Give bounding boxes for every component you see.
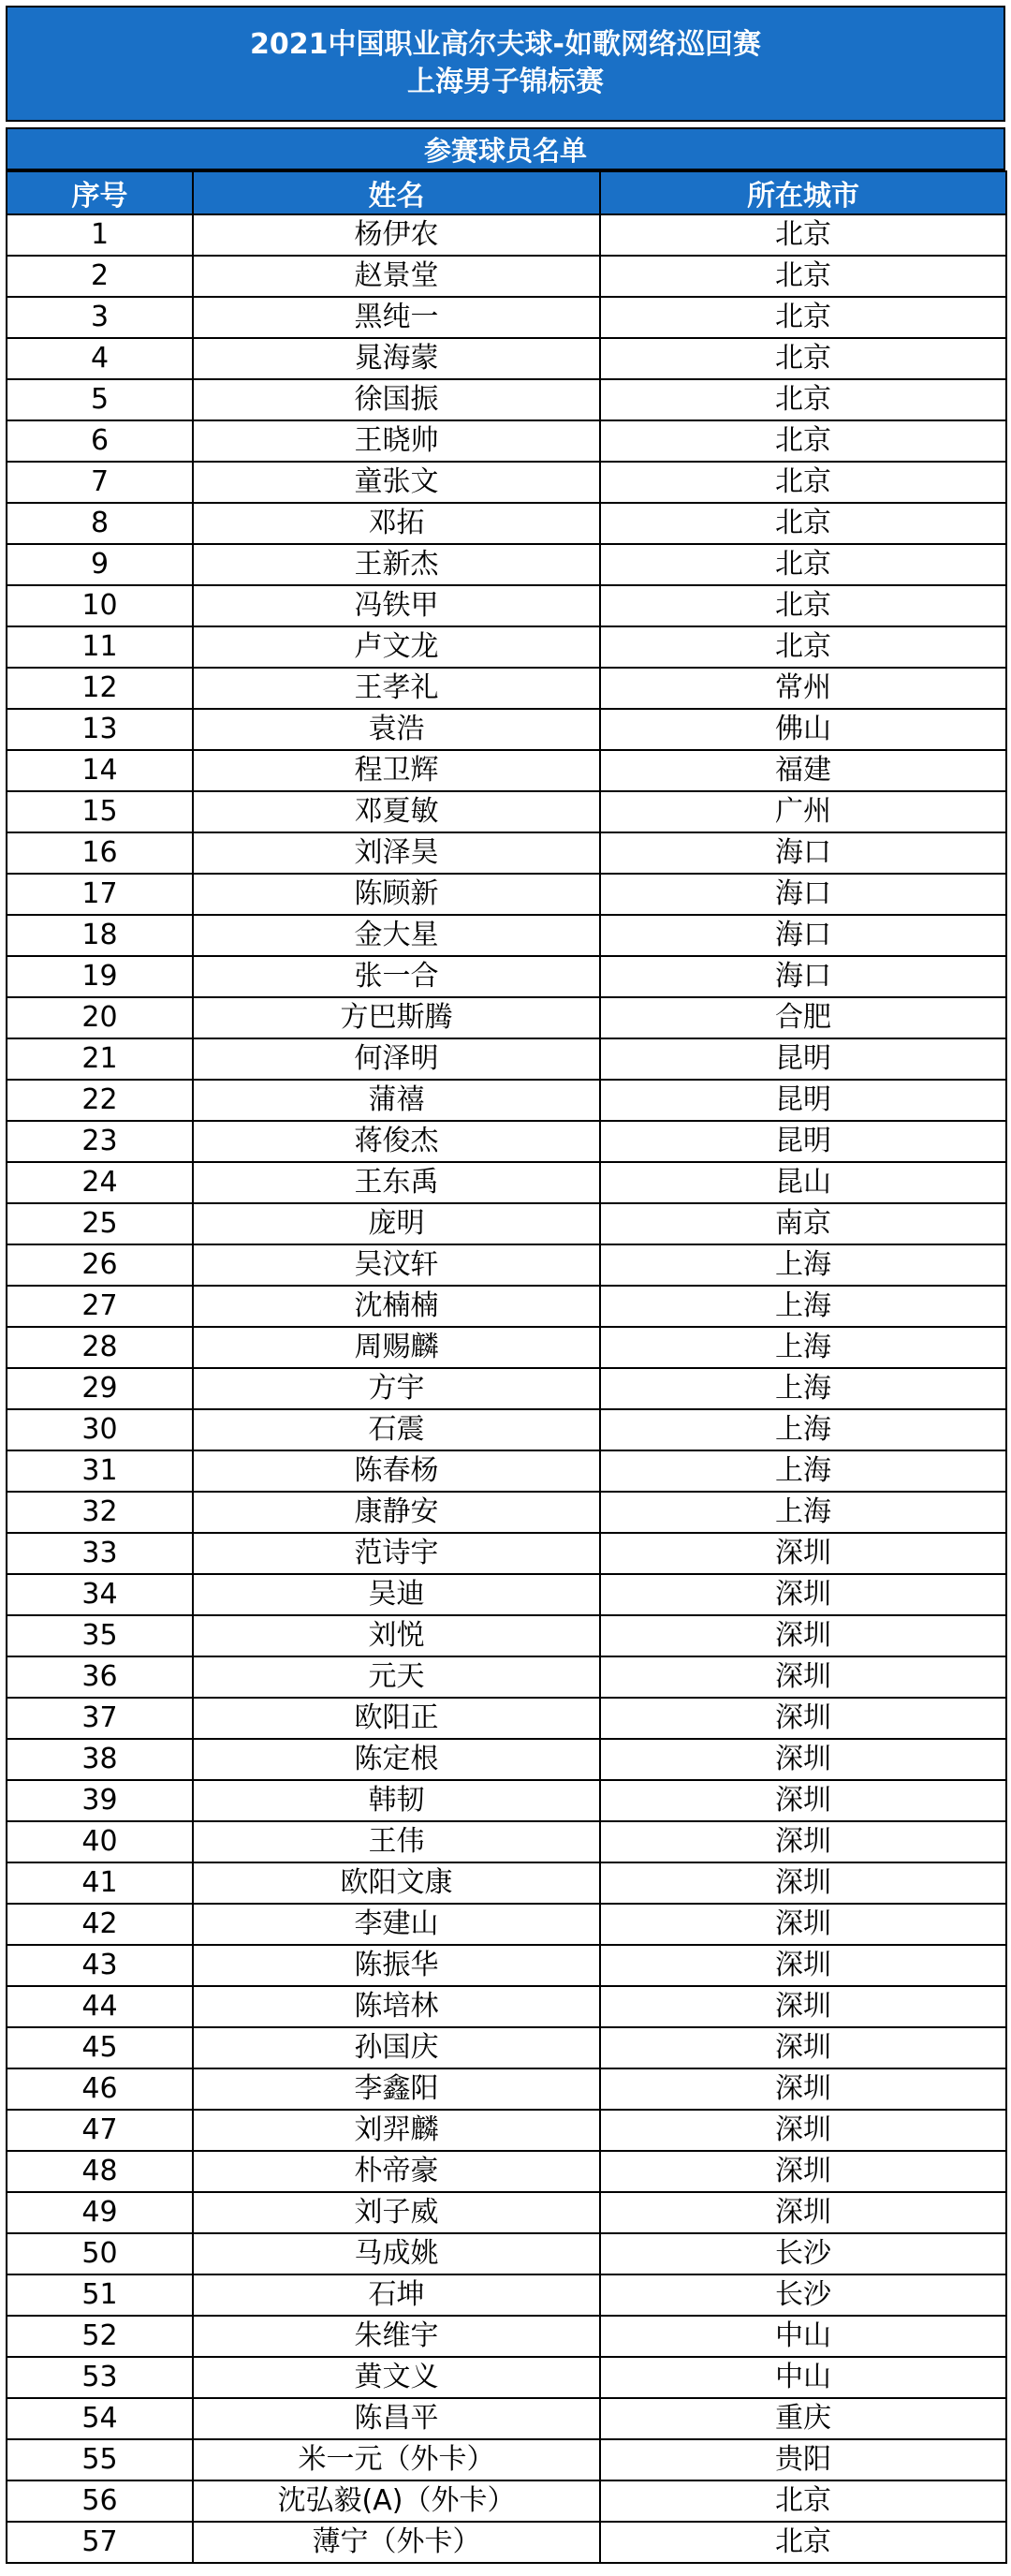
- cell-number: 57: [7, 2522, 193, 2563]
- table-row: [7, 379, 1006, 420]
- cell-number: 48: [7, 2151, 193, 2192]
- cell-number: 45: [7, 2027, 193, 2068]
- table-row: [7, 2522, 1006, 2563]
- cell-player-name: 范诗宇: [193, 1533, 600, 1574]
- cell-number: 3: [7, 297, 193, 338]
- cell-number: 41: [7, 1862, 193, 1904]
- cell-city: 深圳: [600, 2192, 1006, 2233]
- table-row: [7, 750, 1006, 791]
- cell-number: 46: [7, 2068, 193, 2110]
- cell-player-name: 欧阳文康: [193, 1862, 600, 1904]
- table-row: [7, 1739, 1006, 1780]
- table-body: [7, 214, 1006, 2563]
- cell-player-name: 李建山: [193, 1904, 600, 1945]
- subtitle-bar: 参赛球员名单: [6, 127, 1005, 170]
- cell-number: 56: [7, 2480, 193, 2522]
- table-row: [7, 1656, 1006, 1698]
- cell-player-name: 周赐麟: [193, 1327, 600, 1368]
- cell-player-name: 吴汶轩: [193, 1244, 600, 1286]
- table-row: [7, 1862, 1006, 1904]
- table-row: [7, 2110, 1006, 2151]
- cell-player-name: 米一元（外卡）: [193, 2439, 600, 2480]
- cell-player-name: 欧阳正: [193, 1698, 600, 1739]
- table-row: [7, 832, 1006, 874]
- cell-number: 11: [7, 626, 193, 668]
- cell-city: 北京: [600, 462, 1006, 503]
- cell-city: 北京: [600, 503, 1006, 544]
- cell-city: 北京: [600, 626, 1006, 668]
- cell-number: 35: [7, 1615, 193, 1656]
- title-block: [6, 6, 1005, 122]
- cell-player-name: 马成姚: [193, 2233, 600, 2274]
- cell-player-name: 方宇: [193, 1368, 600, 1409]
- cell-city: 北京: [600, 379, 1006, 420]
- cell-player-name: 元天: [193, 1656, 600, 1698]
- cell-number: 33: [7, 1533, 193, 1574]
- cell-player-name: 王伟: [193, 1821, 600, 1862]
- cell-number: 22: [7, 1080, 193, 1121]
- table-row: [7, 2480, 1006, 2522]
- cell-number: 17: [7, 874, 193, 915]
- cell-city: 海口: [600, 832, 1006, 874]
- cell-city: 北京: [600, 214, 1006, 256]
- cell-city: 深圳: [600, 2110, 1006, 2151]
- cell-city: 北京: [600, 297, 1006, 338]
- cell-player-name: 王孝礼: [193, 668, 600, 709]
- cell-city: 深圳: [600, 1986, 1006, 2027]
- cell-city: 北京: [600, 585, 1006, 626]
- table-row: [7, 626, 1006, 668]
- table-row: [7, 1162, 1006, 1203]
- cell-city: 上海: [600, 1409, 1006, 1450]
- cell-player-name: 韩韧: [193, 1780, 600, 1821]
- table-row: [7, 1409, 1006, 1450]
- cell-number: 55: [7, 2439, 193, 2480]
- cell-number: 38: [7, 1739, 193, 1780]
- cell-city: 深圳: [600, 2151, 1006, 2192]
- cell-number: 26: [7, 1244, 193, 1286]
- cell-player-name: 庞明: [193, 1203, 600, 1244]
- cell-player-name: 邓夏敏: [193, 791, 600, 832]
- table-row: [7, 2274, 1006, 2316]
- cell-city: 深圳: [600, 1945, 1006, 1986]
- cell-number: 4: [7, 338, 193, 379]
- cell-number: 39: [7, 1780, 193, 1821]
- table-row: [7, 1533, 1006, 1574]
- cell-number: 20: [7, 997, 193, 1038]
- table-row: [7, 1698, 1006, 1739]
- table-row: [7, 2316, 1006, 2357]
- cell-number: 37: [7, 1698, 193, 1739]
- cell-player-name: 吴迪: [193, 1574, 600, 1615]
- cell-city: 昆明: [600, 1121, 1006, 1162]
- cell-player-name: 刘子威: [193, 2192, 600, 2233]
- column-header-number: 序号: [7, 171, 193, 214]
- table-row: [7, 1038, 1006, 1080]
- cell-player-name: 石震: [193, 1409, 600, 1450]
- cell-city: 中山: [600, 2357, 1006, 2398]
- cell-player-name: 黑纯一: [193, 297, 600, 338]
- table-row: [7, 1492, 1006, 1533]
- table-row: [7, 2151, 1006, 2192]
- table-row: [7, 1986, 1006, 2027]
- cell-number: 52: [7, 2316, 193, 2357]
- table-header-row: [7, 171, 1006, 214]
- cell-number: 16: [7, 832, 193, 874]
- table-row: [7, 997, 1006, 1038]
- table-row: [7, 462, 1006, 503]
- player-table: [6, 170, 1007, 2564]
- cell-player-name: 石坤: [193, 2274, 600, 2316]
- cell-number: 31: [7, 1450, 193, 1492]
- cell-city: 昆山: [600, 1162, 1006, 1203]
- cell-number: 6: [7, 420, 193, 462]
- cell-number: 47: [7, 2110, 193, 2151]
- table-row: [7, 2068, 1006, 2110]
- cell-city: 佛山: [600, 709, 1006, 750]
- cell-number: 30: [7, 1409, 193, 1450]
- table-row: [7, 2439, 1006, 2480]
- cell-player-name: 王东禹: [193, 1162, 600, 1203]
- table-row: [7, 1368, 1006, 1409]
- cell-city: 深圳: [600, 1698, 1006, 1739]
- cell-city: 深圳: [600, 1615, 1006, 1656]
- table-row: [7, 2027, 1006, 2068]
- table-row: [7, 956, 1006, 997]
- cell-player-name: 杨伊农: [193, 214, 600, 256]
- cell-player-name: 李鑫阳: [193, 2068, 600, 2110]
- cell-number: 27: [7, 1286, 193, 1327]
- table-row: [7, 2398, 1006, 2439]
- cell-city: 北京: [600, 338, 1006, 379]
- cell-number: 2: [7, 256, 193, 297]
- cell-number: 53: [7, 2357, 193, 2398]
- table-row: [7, 1286, 1006, 1327]
- cell-number: 40: [7, 1821, 193, 1862]
- cell-city: 合肥: [600, 997, 1006, 1038]
- title-line-1: 2021中国职业高尔夫球-如歌网络巡回赛: [250, 28, 761, 61]
- table-row: [7, 709, 1006, 750]
- cell-city: 南京: [600, 1203, 1006, 1244]
- cell-number: 43: [7, 1945, 193, 1986]
- cell-player-name: 孙国庆: [193, 2027, 600, 2068]
- cell-player-name: 薄宁（外卡）: [193, 2522, 600, 2563]
- table-row: [7, 791, 1006, 832]
- cell-city: 昆明: [600, 1080, 1006, 1121]
- cell-number: 36: [7, 1656, 193, 1698]
- cell-city: 深圳: [600, 1574, 1006, 1615]
- cell-player-name: 方巴斯腾: [193, 997, 600, 1038]
- table-row: [7, 297, 1006, 338]
- cell-city: 海口: [600, 915, 1006, 956]
- cell-city: 北京: [600, 2522, 1006, 2563]
- cell-city: 深圳: [600, 1780, 1006, 1821]
- table-row: [7, 256, 1006, 297]
- cell-player-name: 张一合: [193, 956, 600, 997]
- cell-number: 23: [7, 1121, 193, 1162]
- cell-number: 13: [7, 709, 193, 750]
- cell-player-name: 金大星: [193, 915, 600, 956]
- cell-city: 上海: [600, 1492, 1006, 1533]
- cell-city: 深圳: [600, 1656, 1006, 1698]
- table-row: [7, 338, 1006, 379]
- table-row: [7, 1327, 1006, 1368]
- cell-city: 北京: [600, 2480, 1006, 2522]
- cell-player-name: 王新杰: [193, 544, 600, 585]
- cell-city: 福建: [600, 750, 1006, 791]
- cell-player-name: 陈昌平: [193, 2398, 600, 2439]
- table-row: [7, 1080, 1006, 1121]
- cell-number: 25: [7, 1203, 193, 1244]
- cell-number: 5: [7, 379, 193, 420]
- cell-number: 54: [7, 2398, 193, 2439]
- cell-city: 昆明: [600, 1038, 1006, 1080]
- cell-number: 34: [7, 1574, 193, 1615]
- cell-city: 海口: [600, 956, 1006, 997]
- cell-number: 8: [7, 503, 193, 544]
- cell-number: 9: [7, 544, 193, 585]
- cell-player-name: 陈培林: [193, 1986, 600, 2027]
- cell-city: 海口: [600, 874, 1006, 915]
- cell-city: 上海: [600, 1286, 1006, 1327]
- cell-city: 深圳: [600, 1862, 1006, 1904]
- cell-number: 28: [7, 1327, 193, 1368]
- cell-city: 深圳: [600, 2068, 1006, 2110]
- cell-player-name: 刘泽昊: [193, 832, 600, 874]
- cell-city: 北京: [600, 420, 1006, 462]
- cell-player-name: 邓拓: [193, 503, 600, 544]
- cell-city: 常州: [600, 668, 1006, 709]
- cell-city: 上海: [600, 1450, 1006, 1492]
- cell-player-name: 蒲禧: [193, 1080, 600, 1121]
- table-row: [7, 1203, 1006, 1244]
- cell-city: 北京: [600, 544, 1006, 585]
- cell-city: 北京: [600, 256, 1006, 297]
- cell-number: 50: [7, 2233, 193, 2274]
- cell-number: 12: [7, 668, 193, 709]
- cell-number: 32: [7, 1492, 193, 1533]
- cell-number: 21: [7, 1038, 193, 1080]
- player-list-sheet: [6, 6, 1005, 2564]
- cell-player-name: 沈楠楠: [193, 1286, 600, 1327]
- table-row: [7, 2357, 1006, 2398]
- cell-player-name: 王晓帅: [193, 420, 600, 462]
- cell-city: 上海: [600, 1244, 1006, 1286]
- cell-player-name: 陈定根: [193, 1739, 600, 1780]
- table-row: [7, 1121, 1006, 1162]
- cell-player-name: 徐国振: [193, 379, 600, 420]
- table-row: [7, 1821, 1006, 1862]
- cell-city: 深圳: [600, 1904, 1006, 1945]
- cell-player-name: 蒋俊杰: [193, 1121, 600, 1162]
- cell-city: 重庆: [600, 2398, 1006, 2439]
- cell-player-name: 陈振华: [193, 1945, 600, 1986]
- cell-player-name: 晁海蒙: [193, 338, 600, 379]
- cell-number: 7: [7, 462, 193, 503]
- table-row: [7, 544, 1006, 585]
- cell-city: 深圳: [600, 1533, 1006, 1574]
- cell-city: 中山: [600, 2316, 1006, 2357]
- cell-city: 上海: [600, 1327, 1006, 1368]
- cell-city: 广州: [600, 791, 1006, 832]
- cell-city: 上海: [600, 1368, 1006, 1409]
- table-row: [7, 668, 1006, 709]
- table-row: [7, 915, 1006, 956]
- table-row: [7, 2233, 1006, 2274]
- cell-player-name: 卢文龙: [193, 626, 600, 668]
- cell-player-name: 程卫辉: [193, 750, 600, 791]
- cell-player-name: 刘羿麟: [193, 2110, 600, 2151]
- cell-number: 51: [7, 2274, 193, 2316]
- cell-number: 29: [7, 1368, 193, 1409]
- cell-number: 24: [7, 1162, 193, 1203]
- cell-player-name: 何泽明: [193, 1038, 600, 1080]
- cell-player-name: 冯铁甲: [193, 585, 600, 626]
- table-row: [7, 874, 1006, 915]
- cell-player-name: 康静安: [193, 1492, 600, 1533]
- table-row: [7, 2192, 1006, 2233]
- cell-player-name: 朱维宇: [193, 2316, 600, 2357]
- column-header-city: 所在城市: [600, 171, 1006, 214]
- cell-player-name: 朴帝豪: [193, 2151, 600, 2192]
- table-row: [7, 1244, 1006, 1286]
- cell-number: 15: [7, 791, 193, 832]
- table-row: [7, 585, 1006, 626]
- cell-number: 14: [7, 750, 193, 791]
- cell-number: 18: [7, 915, 193, 956]
- cell-number: 1: [7, 214, 193, 256]
- cell-city: 长沙: [600, 2233, 1006, 2274]
- cell-number: 49: [7, 2192, 193, 2233]
- table-row: [7, 214, 1006, 256]
- cell-player-name: 陈顾新: [193, 874, 600, 915]
- cell-number: 42: [7, 1904, 193, 1945]
- table-row: [7, 1904, 1006, 1945]
- title-line-2: 上海男子锦标赛: [407, 66, 604, 98]
- cell-number: 44: [7, 1986, 193, 2027]
- table-row: [7, 1450, 1006, 1492]
- cell-city: 长沙: [600, 2274, 1006, 2316]
- cell-player-name: 刘悦: [193, 1615, 600, 1656]
- cell-city: 深圳: [600, 1821, 1006, 1862]
- cell-player-name: 童张文: [193, 462, 600, 503]
- table-row: [7, 1780, 1006, 1821]
- column-header-name: 姓名: [193, 171, 600, 214]
- cell-city: 深圳: [600, 1739, 1006, 1780]
- cell-player-name: 赵景堂: [193, 256, 600, 297]
- cell-player-name: 袁浩: [193, 709, 600, 750]
- table-row: [7, 503, 1006, 544]
- table-row: [7, 1945, 1006, 1986]
- cell-city: 深圳: [600, 2027, 1006, 2068]
- cell-number: 19: [7, 956, 193, 997]
- table-row: [7, 1615, 1006, 1656]
- table-row: [7, 1574, 1006, 1615]
- table-row: [7, 420, 1006, 462]
- cell-player-name: 沈弘毅(A)（外卡）: [193, 2480, 600, 2522]
- cell-player-name: 陈春杨: [193, 1450, 600, 1492]
- cell-player-name: 黄文义: [193, 2357, 600, 2398]
- cell-number: 10: [7, 585, 193, 626]
- cell-city: 贵阳: [600, 2439, 1006, 2480]
